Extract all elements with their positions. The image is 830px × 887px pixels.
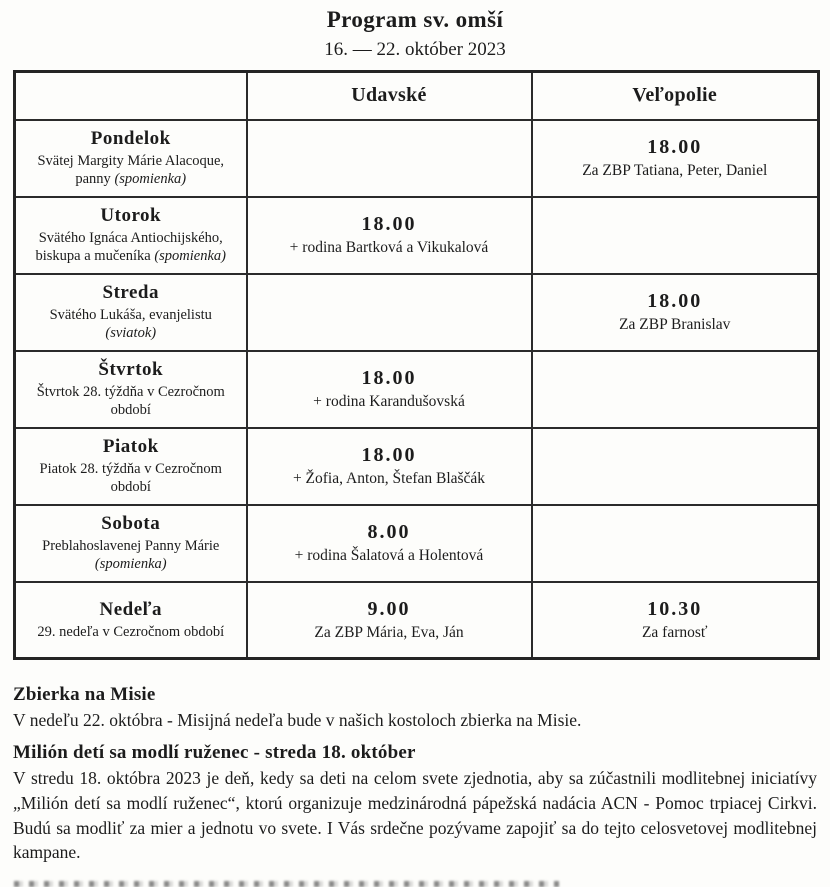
mass-time: 18.00 [361,213,417,235]
mass-time: 10.30 [647,597,703,620]
udavske-cell [247,274,532,351]
mass-time: 18.00 [647,290,703,312]
feast-text: Piatok 28. týždňa v Cezročnom období [39,460,222,495]
feast-description [24,383,238,419]
udavske-cell [247,505,532,582]
velopolie-cell [532,505,819,582]
velopolie-cell [532,197,819,274]
feast-description [24,229,238,265]
feast-text: Svätého Ignáca Antiochijského, biskupa a mučeníka [35,229,223,264]
mass-intention: + Žofia, Anton, Štefan Blaščák [292,470,486,487]
udavske-cell [247,120,532,197]
feast-text: Preblahoslavenej Panny Márie [42,537,220,554]
velopolie-cell [532,428,819,505]
table-row-sunday [15,582,819,659]
day-name: Štvrtok [98,358,164,380]
day-name: Utorok [100,204,162,226]
page-subtitle: 16. — 22. október 2023 [324,39,506,60]
udavske-cell [247,351,532,428]
feast-text: Štvrtok 28. týždňa v Cezročnom období [36,383,225,418]
velopolie-cell [532,351,819,428]
day-cell [15,120,247,197]
feast-description [24,152,238,188]
day-cell [15,274,247,351]
table-row-tuesday [15,197,819,274]
table-row-wednesday [15,274,819,351]
table-row-thursday [15,351,819,428]
velopolie-cell [532,582,819,659]
mass-time: 18.00 [361,367,417,389]
announcements-section [13,684,817,865]
day-cell [15,351,247,428]
mass-schedule-table [13,70,820,660]
feast-text: Svätej Margity Márie Alacoque, panny [37,152,225,187]
feast-text: 29. nedeľa v Cezročnom období [37,623,225,640]
feast-note: (spomienka) [114,171,187,187]
day-name: Sobota [101,512,161,534]
velopolie-cell [532,120,819,197]
feast-description [24,623,238,641]
day-cell [15,197,247,274]
mass-intention: Za ZBP Tatiana, Peter, Daniel [582,162,768,179]
announcement-text-ruzenec: V stredu 18. októbra 2023 je deň, kedy sa deti na celom svete zjednotia, aby sa zúčastnili modlitebnej iniciatívy „Milión detí sa modlí ruženec“, ktorú organizuje medzinárodná pápežská nadácia ACN - Pomoc trpiacej Cirkvi. Budú sa modliť za mier a jednotu vo svete. I Vás srdečne pozývame zapojiť sa do tejto celosvetovej modlitebnej kampane. [13,767,817,863]
mass-time: 18.00 [361,444,417,466]
table-row-friday [15,428,819,505]
feast-note: (spomienka) [94,556,167,572]
day-cell [15,428,247,505]
header-row [15,72,819,120]
day-name: Pondelok [90,127,171,149]
mass-intention: Za ZBP Mária, Eva, Ján [314,623,464,641]
feast-text: Svätého Lukáša, evanjelistu [49,306,212,323]
feast-note: (sviatok) [105,325,157,341]
feast-description [24,306,238,342]
mass-time: 18.00 [647,136,703,158]
announcement-heading-misie: Zbierka na Misie [13,684,156,705]
mass-time: 9.00 [367,597,411,620]
velopolie-cell [532,274,819,351]
mass-intention: Za farnosť [641,623,708,641]
mass-intention: + rodina Karandušovská [313,393,465,410]
announcement-text-misie: V nedeľu 22. októbra - Misijná nedeľa bude v našich kostoloch zbierka na Misie. [13,710,582,730]
header-velopolie: Veľopolie [532,72,819,120]
page-title: Program sv. omší [326,7,504,32]
table-row-monday [15,120,819,197]
day-cell [15,505,247,582]
feast-note: (spomienka) [154,248,226,264]
day-name: Nedeľa [99,598,163,620]
day-name: Piatok [102,435,159,457]
mass-intention: + rodina Šalatová a Holentová [294,547,484,564]
cut-off-text-strip [14,881,559,887]
udavske-cell [247,428,532,505]
day-cell [15,582,247,659]
header-udavske: Udavské [247,72,532,120]
day-name: Streda [102,281,159,303]
feast-description [24,460,238,496]
feast-description [24,537,238,573]
udavske-cell [247,197,532,274]
udavske-cell [247,582,532,659]
document-page [0,7,830,865]
header-day-column [15,72,247,120]
table-row-saturday [15,505,819,582]
mass-intention: Za ZBP Branislav [619,316,731,333]
mass-time: 8.00 [367,521,411,543]
mass-intention: + rodina Bartková a Vikukalová [289,239,489,256]
announcement-heading-ruzenec: Milión detí sa modlí ruženec - streda 18. október [13,741,416,763]
